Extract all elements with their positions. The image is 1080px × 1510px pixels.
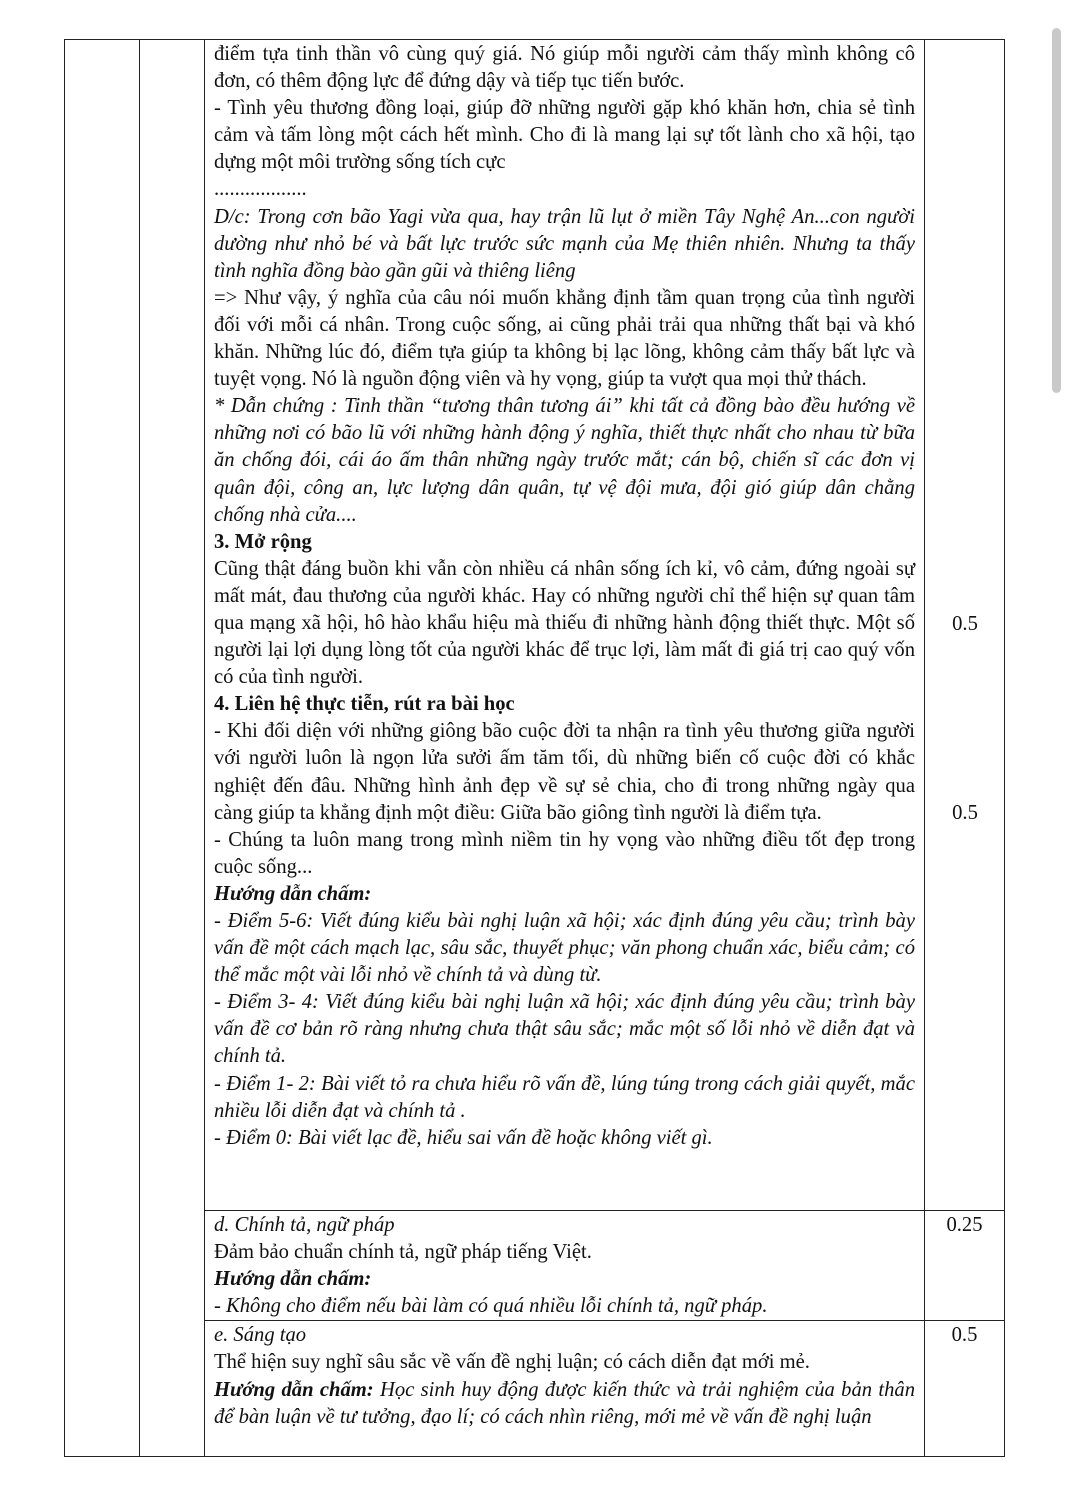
vertical-scrollbar[interactable] xyxy=(1052,28,1061,393)
score-value: 0.5 xyxy=(951,1324,978,1347)
guide-title: Hướng dẫn chấm: xyxy=(214,1378,374,1401)
score-cell xyxy=(925,40,1005,1211)
score-value: 0.5 xyxy=(952,613,978,635)
guide-title: Hướng dẫn chấm: xyxy=(214,882,372,905)
content-cell xyxy=(205,1321,925,1457)
example-yagi: D/c: Trong cơn bão Yagi vừa qua, hay trận lũ lụt ở miền Tây Nghệ An...con người dường như nhỏ bé và bất lực trước sức mạnh của Mẹ thiên nhiên. Nhưng ta thấy tình nghĩa đồng bào gần gũi và thiêng liêng xyxy=(214,205,915,282)
guide-paragraph xyxy=(214,1377,915,1431)
question-column xyxy=(65,40,140,1457)
section-3-title: 3. Mở rộng xyxy=(214,530,312,553)
criterion-title: e. Sáng tạo xyxy=(214,1324,307,1347)
guide-item: - Điểm 1- 2: Bài viết tỏ ra chưa hiểu rõ vấn đề, lúng túng trong cách giải quyết, mắc nhiều lỗi diễn đạt và chính tả . xyxy=(214,1072,915,1122)
score-cell xyxy=(925,1321,1005,1457)
criterion-body: Thể hiện suy nghĩ sâu sắc về vấn đề nghị luận; có cách diễn đạt mới mẻ. xyxy=(214,1351,810,1374)
table-row xyxy=(65,40,1005,1211)
score-cell xyxy=(925,1211,1005,1321)
section-4-body-1: - Khi đối diện với những giông bão cuộc đời ta nhận ra tình yêu thương giữa người với người luôn là ngọn lửa sưởi ấm tăm tối, dù những biến cố cuộc đời có khắc nghiệt đến đâu. Những hình ảnh đẹp về sự sẻ chia, cho đi trong những ngày qua càng giúp ta khẳng định một điều: Giữa bão giông tình người là điểm tựa. xyxy=(214,720,915,824)
guide-item: - Không cho điểm nếu bài làm có quá nhiều lỗi chính tả, ngữ pháp. xyxy=(214,1295,768,1318)
table-row xyxy=(65,1321,1005,1457)
grading-table xyxy=(64,39,1005,1457)
score-value: 0.25 xyxy=(946,1214,983,1236)
guide-item: Học sinh huy động được kiến thức và trải nghiệm của bản thân để bàn luận về tư tưởng, đạo lí; có cách nhìn riêng, mới mẻ về vấn đề nghị luận xyxy=(214,1378,915,1428)
table-row xyxy=(65,1211,1005,1321)
criterion-title: d. Chính tả, ngữ pháp xyxy=(214,1214,395,1236)
content-cell xyxy=(205,1211,925,1321)
score-value: 0.5 xyxy=(952,802,978,824)
guide-item: - Điểm 0: Bài viết lạc đề, hiểu sai vấn đề hoặc không viết gì. xyxy=(214,1126,713,1149)
paragraph-evidence: * Dẫn chứng : Tinh thần “tương thân tương ái” khi tất cả đồng bào đều hướng về những nơi có bão lũ với những hành động ý nghĩa, thiết thực nhất cho nhau từ bữa ăn chống đói, cái áo ấm thân những ngày trước mắt; cán bộ, chiến sĩ các đơn vị quân đội, công an, lực lượng dân quân, tự vệ đội mưa, đội gió giúp dân chằng chống nhà cửa.... xyxy=(214,395,915,526)
section-3-body: Cũng thật đáng buồn khi vẫn còn nhiều cá nhân sống ích kỉ, vô cảm, đứng ngoài sự mất mát, đau thương của người khác. Hay có những người chỉ thể hiện sự quan tâm qua mạng xã hội, hô hào khẩu hiệu mà thiếu đi những hành động thiết thực. Một số người lại lợi dụng lòng tốt của người khác để trục lợi, làm mất đi giá trị cao quý vốn có của tình người. xyxy=(214,557,915,689)
guide-title: Hướng dẫn chấm: xyxy=(214,1268,372,1291)
guide-item: - Điểm 5-6: Viết đúng kiểu bài nghị luận xã hội; xác định đúng yêu cầu; trình bày vấn đề một cách mạch lạc, sâu sắc, thuyết phục; văn phong chuẩn xác, biểu cảm; có thể mắc một vài lỗi nhỏ về chính tả và dùng từ. xyxy=(214,910,915,987)
paragraph-conclusion: => Như vậy, ý nghĩa của câu nói muốn khẳng định tầm quan trọng của tình người đối với mỗi cá nhân. Trong cuộc sống, ai cũng phải trải qua những thất bại và khó khăn. Những lúc đó, điểm tựa giúp ta không bị lạc lõng, không cảm thấy bất lực và tuyệt vọng. Nó là nguồn động viên và hy vọng, giúp ta vượt qua mọi thử thách. xyxy=(214,286,915,391)
section-4-body-2: - Chúng ta luôn mang trong mình niềm tin hy vọng vào những điều tốt đẹp trong cuộc sống... xyxy=(214,828,915,878)
paragraph-love: - Tình yêu thương đồng loại, giúp đỡ những người gặp khó khăn hơn, chia sẻ tình cảm và tấm lòng một cách hết mình. Cho đi là mang lại sự tốt lành cho xã hội, tạo dựng một môi trường sống tích cực xyxy=(214,97,915,174)
paragraph-support: điểm tựa tinh thần vô cùng quý giá. Nó giúp mỗi người cảm thấy mình không cô đơn, có thêm động lực để đứng dậy và tiếp tục tiến bước. xyxy=(214,43,915,93)
content-cell xyxy=(205,40,925,1211)
part-column xyxy=(140,40,205,1457)
guide-item: - Điểm 3- 4: Viết đúng kiểu bài nghị luận xã hội; xác định đúng yêu cầu; trình bày vấn đề cơ bản rõ ràng nhưng chưa thật sâu sắc; mắc một số lỗi nhỏ về diễn đạt và chính tả. xyxy=(214,991,915,1068)
criterion-body: Đảm bảo chuẩn chính tả, ngữ pháp tiếng Việt. xyxy=(214,1241,592,1264)
dotted-line: .................. xyxy=(214,178,307,201)
section-4-title: 4. Liên hệ thực tiễn, rút ra bài học xyxy=(214,693,515,716)
